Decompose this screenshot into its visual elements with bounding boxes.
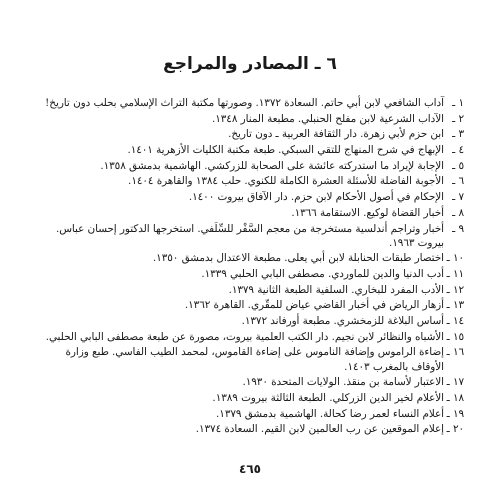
reference-entry [36, 159, 464, 173]
reference-text: الإجابة لإيراد ما استدركته عائشة على الصحابة للزركشي. الهاشمية بدمشق ١٣٥٨. [100, 159, 444, 172]
reference-entry [36, 283, 464, 297]
reference-number: ٤ ـ [452, 144, 464, 157]
reference-entry [36, 314, 464, 328]
reference-number: ١٠ ـ [446, 252, 464, 265]
reference-text: ابن حزم لأبي زهرة. دار الثقافة العربية ـ دون تاريخ. [228, 128, 444, 141]
reference-text: أزهار الرياض في أخبار القاضي عياض للمقّري. القاهرة ١٣٦٢. [184, 299, 444, 312]
reference-text: اختصار طبقات الحنابلة لابن أبي يعلى. مطبعة الاعتدال بدمشق ١٣٥٠. [152, 252, 444, 265]
reference-text: الأدب المفرد للبخاري. السلفية الطبعة الثانية ١٣٧٩. [228, 283, 444, 296]
reference-number: ١٨ ـ [446, 391, 464, 404]
reference-entry [36, 206, 464, 220]
reference-text: الأشباه والنظائر لابن نجيم. دار الكتب العلمية بيروت، مصورة عن طبعة مصطفى البابي الحلبي. [45, 330, 444, 343]
reference-number: ٩ ـ [452, 222, 464, 235]
reference-entry [36, 267, 464, 281]
reference-entry [36, 298, 464, 312]
reference-text: الاعتبار لأسامة بن منقذ. الولايات المتحدة ١٩٣٠. [242, 376, 444, 389]
reference-entry [36, 222, 464, 250]
reference-entry [36, 251, 464, 265]
reference-entry [36, 127, 464, 141]
reference-number: ٢ ـ [452, 112, 464, 125]
reference-text: إضاءة الراموس وإضافة الناموس على إضاءة القاموس، لمحمد الطيب الفاسي. طبع وزارة الأوقاف بالمغرب ١٤٠٣. [65, 346, 444, 373]
reference-number: ٥ ـ [452, 159, 464, 172]
reference-entry [36, 174, 464, 188]
reference-number: ٨ ـ [452, 206, 464, 219]
reference-entry [36, 375, 464, 389]
reference-number: ١٦ ـ [446, 346, 464, 359]
reference-entry [36, 407, 464, 421]
reference-text: الأعلام لخير الدين الزركلي. الطبعة الثالثة بيروت ١٣٨٩. [212, 391, 444, 404]
reference-entry [36, 96, 464, 110]
reference-entry [36, 112, 464, 126]
reference-entry [36, 422, 464, 436]
reference-text: أخبار وتراجم أندلسية مستخرجة من معجم السَّفْر للسِّلَفي. استخرجها الدكتور إحسان عباس. بيروت ١٩٦٣. [56, 222, 444, 249]
reference-number: ١ ـ [452, 97, 464, 109]
reference-entry [36, 143, 464, 157]
reference-entry [36, 190, 464, 204]
reference-number: ٢٠ ـ [446, 423, 464, 436]
section-heading: ٦ ـ المصادر والمراجع [163, 54, 337, 74]
reference-number: ٣ ـ [452, 128, 464, 141]
reference-text: آداب الشافعي لابن أبي حاتم. السعادة ١٣٧٢. وصورتها مكتبة التراث الإسلامي بحلب دون تاريخ! [45, 97, 444, 109]
reference-number: ١٤ ـ [446, 315, 464, 328]
reference-entry [36, 391, 464, 405]
reference-number: ١٥ ـ [446, 330, 464, 343]
reference-text: أعلام النساء لعمر رضا كحالة. الهاشمية بدمشق ١٣٧٩. [216, 407, 444, 420]
reference-number: ٧ ـ [452, 191, 464, 204]
references-list [36, 96, 464, 436]
reference-number: ٦ ـ [452, 175, 464, 188]
reference-number: ١٩ ـ [446, 407, 464, 420]
reference-text: أدب الدنيا والدين للماوردي. مصطفى البابي الحلبي ١٣٣٩. [201, 267, 444, 280]
reference-text: إعلام الموقعين عن رب العالمين لابن القيم. السعادة ١٣٧٤. [195, 423, 444, 436]
reference-text: أخبار القضاة لوكيع. الاستقامة ١٣٦٦. [291, 206, 444, 219]
reference-number: ١٢ ـ [446, 283, 464, 296]
reference-entry [36, 345, 464, 373]
reference-text: الآداب الشرعية لابن مفلح الحنبلي. مطبعة المنار ١٣٤٨. [211, 112, 444, 125]
reference-text: الإبهاج في شرح المنهاج للتقي السبكي. طبعة مكتبة الكليات الأزهرية ١٤٠١. [127, 144, 444, 157]
reference-number: ١١ ـ [446, 267, 464, 280]
reference-number: ١٣ ـ [446, 299, 464, 312]
reference-number: ١٧ ـ [446, 376, 464, 389]
page-number: ٤٦٥ [239, 462, 261, 476]
reference-text: الإحكام في أصول الأحكام لابن حزم. دار الآفاق بيروت ١٤٠٠. [188, 191, 444, 204]
reference-text: أساس البلاغة للزمخشري. مطبعة أورفاند ١٣٧٢. [241, 315, 444, 328]
reference-entry [36, 330, 464, 344]
reference-text: الأجوبة الفاضلة للأسئلة العشرة الكاملة للكنوي. حلب ١٣٨٤ والقاهرة ١٤٠٤. [128, 175, 444, 188]
